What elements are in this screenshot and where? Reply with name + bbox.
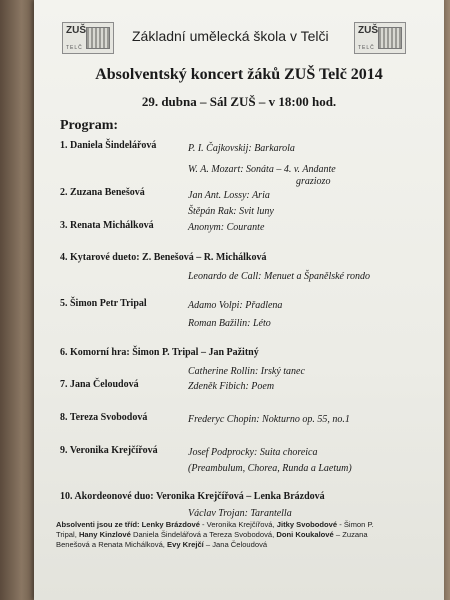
building-icon (378, 27, 402, 49)
piece: Zdeněk Fibich: Poem (188, 381, 275, 392)
school-logo-left (62, 22, 114, 54)
logo-subtext: TELČ (66, 45, 83, 51)
teacher-students: – Zuzana Benešová a Renata Michálková, (56, 530, 368, 549)
date-line: 29. dubna – Sál ZUŠ – v 18:00 hod. (141, 94, 337, 109)
program-item: 6. Komorní hra: Šimon P. Tripal – Jan Pažitný (60, 347, 259, 358)
program-item: 7. Jana Čeloudová (60, 379, 139, 390)
piece: Anonym: Courante (188, 222, 265, 233)
teacher-students: - Šimon P. Tripal, (56, 520, 374, 539)
teacher-students: Daniela Šindelářová a Tereza Svobodová, (130, 530, 275, 539)
program-item: 8. Tereza Svobodová (60, 412, 148, 423)
program-item: 4. Kytarové dueto: Z. Benešová – R. Michálková (60, 252, 267, 263)
school-name: Základní umělecká škola v Telči (132, 28, 329, 44)
piece: Adamo Volpi: Přadlena (188, 300, 283, 311)
footer-prefix: Absolventi jsou ze tříd: (56, 520, 140, 529)
program-heading: Program: (60, 118, 119, 133)
piece: Roman Bažilin: Léto (188, 318, 271, 329)
piece: Jan Ant. Lossy: Aria (188, 190, 270, 201)
piece: W. A. Mozart: Sonáta – 4. v. Andante (188, 164, 336, 175)
program-item: 3. Renata Michálková (60, 220, 154, 231)
graduates-teachers-note (56, 520, 396, 550)
teacher-students: - Veronika Krejčířová, (199, 520, 275, 529)
program-item: 1. Daniela Šindelářová (60, 140, 157, 151)
piece: graziozo (296, 176, 331, 187)
teacher-name: Doni Koukalové (276, 530, 334, 539)
teacher-name: Hany Kinzlové (78, 530, 131, 539)
piece: Frederyc Chopin: Nokturno op. 55, no.1 (188, 414, 350, 425)
program-item: 9. Veronika Krejčířová (60, 445, 158, 456)
teacher-students: – Jana Čeloudová (203, 540, 268, 549)
program-item: 10. Akordeonové duo: Veronika Krejčířová – Lenka Brázdová (60, 491, 325, 502)
piece: P. I. Čajkovskij: Barkarola (188, 143, 295, 154)
piece: Štěpán Rak: Svit luny (188, 206, 274, 217)
teacher-name: Jitky Svobodové (276, 520, 338, 529)
program-item: 5. Šimon Petr Tripal (60, 298, 147, 309)
piece: Václav Trojan: Tarantella (188, 508, 292, 519)
school-logo-right (354, 22, 406, 54)
piece: (Preambulum, Chorea, Runda a Laetum) (188, 463, 352, 474)
teacher-name: Evy Krejčí (167, 540, 204, 549)
concert-poster (34, 0, 444, 600)
piece: Leonardo de Call: Menuet a Španělské rondo (188, 271, 371, 282)
teacher-name: Lenky Brázdové (141, 520, 200, 529)
logo-subtext: TELČ (358, 45, 375, 51)
piece: Catherine Rollin: Irský tanec (188, 366, 305, 377)
logo-text: ZUŠ (66, 25, 86, 36)
concert-title: Absolventský koncert žáků ZUŠ Telč 2014 (95, 66, 383, 83)
logo-text: ZUŠ (358, 25, 378, 36)
building-icon (86, 27, 110, 49)
piece: Josef Podprocky: Suita choreica (188, 447, 318, 458)
program-item: 2. Zuzana Benešová (60, 187, 145, 198)
wood-background-left (0, 0, 36, 600)
